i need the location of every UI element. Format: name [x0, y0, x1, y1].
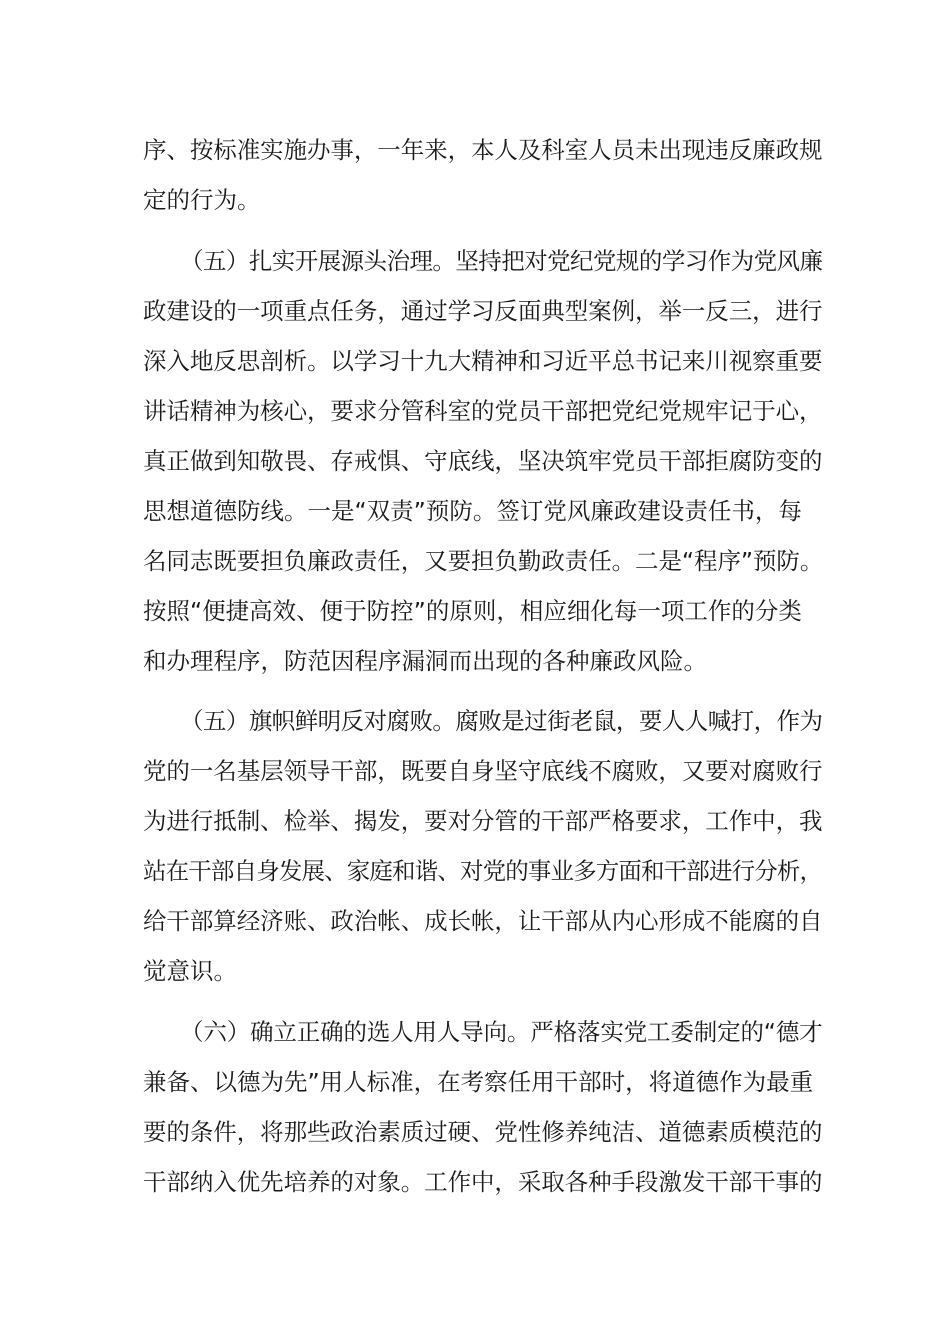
text-line: 真正做到知敬畏、存戒惧、守底线，坚决筑牢党员干部拒腐防变的	[143, 447, 823, 475]
text-line: 觉意识。	[143, 957, 237, 985]
text-line: 和办理程序，防范因程序漏洞而出现的各种廉政风险。	[143, 647, 707, 675]
text-line: 给干部算经济账、政治帐、成长帐，让干部从内心形成不能腐的自	[143, 907, 823, 935]
text-line: 名同志既要担负廉政责任，又要担负勤政责任。二是“程序”预防。	[143, 547, 824, 575]
text-line: （五）旗帜鲜明反对腐败。腐败是过街老鼠，要人人喊打，作为	[180, 707, 823, 735]
text-line: 政建设的一项重点任务，通过学习反面典型案例，举一反三，进行	[143, 297, 823, 325]
text-line: 干部纳入优先培养的对象。工作中，采取各种手段激发干部干事的	[143, 1168, 823, 1196]
text-line: 序、按标准实施办事，一年来，本人及科室人员未出现违反廉政规	[143, 136, 823, 164]
text-line: 兼备、以德为先”用人标准，在考察任用干部时，将道德作为最重	[143, 1068, 814, 1096]
text-line: 思想道德防线。一是“双责”预防。签订党风廉政建设责任书，每	[143, 497, 802, 525]
text-line: 要的条件，将那些政治素质过硬、党性修养纯洁、道德素质模范的	[143, 1118, 823, 1146]
text-line: （五）扎实开展源头治理。坚持把对党纪党规的学习作为党风廉	[180, 247, 823, 275]
text-line: 定的行为。	[143, 186, 261, 214]
text-line: 讲话精神为核心，要求分管科室的党员干部把党纪党规牢记于心，	[143, 397, 823, 425]
text-line: 站在干部自身发展、家庭和谐、对党的事业多方面和干部进行分析，	[143, 857, 823, 885]
text-line: 深入地反思剖析。以学习十九大精神和习近平总书记来川视察重要	[143, 347, 823, 375]
text-line: 党的一名基层领导干部，既要自身坚守底线不腐败，又要对腐败行	[143, 757, 823, 785]
text-line: 为进行抵制、检举、揭发，要对分管的干部严格要求，工作中，我	[143, 807, 823, 835]
text-line: 按照“便捷高效、便于防控”的原则，相应细化每一项工作的分类	[143, 597, 802, 625]
text-line: （六）确立正确的选人用人导向。严格落实党工委制定的“德才	[180, 1018, 823, 1046]
